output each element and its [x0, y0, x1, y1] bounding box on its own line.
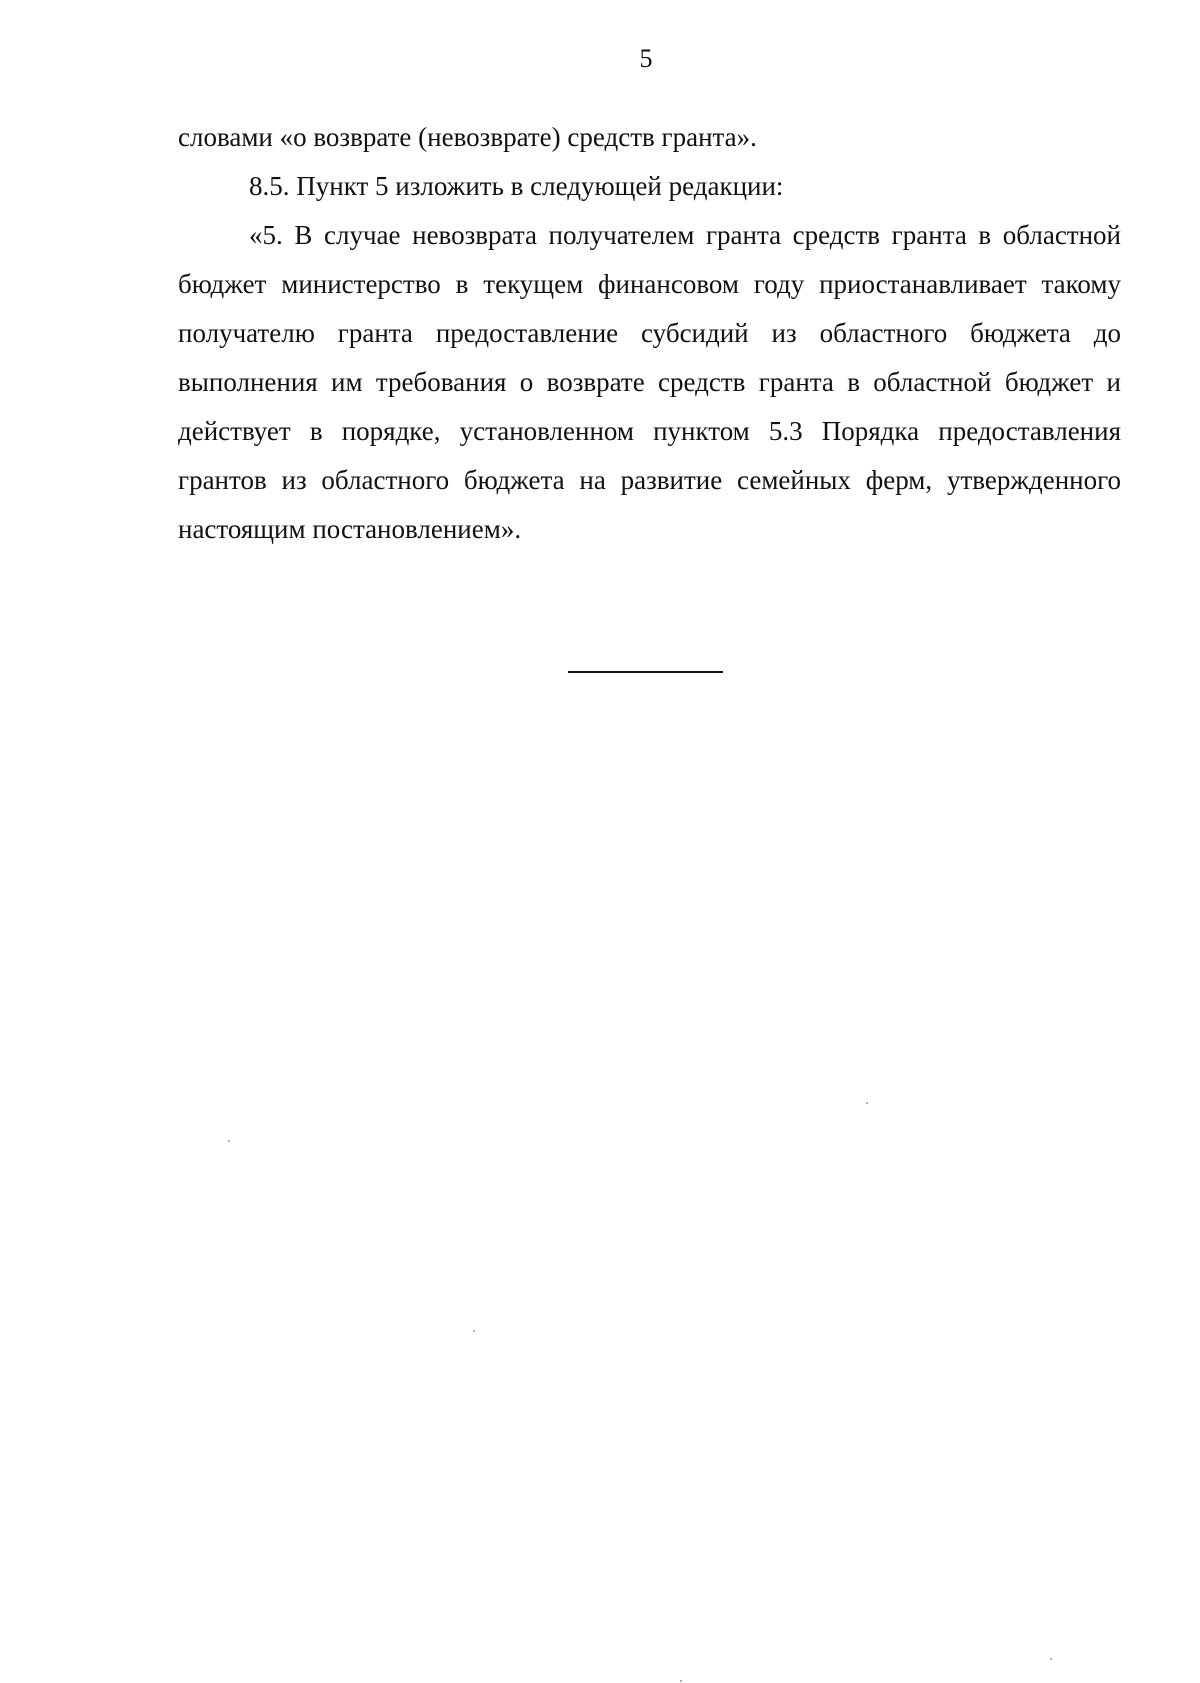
scan-speck: [473, 1330, 475, 1332]
document-body: [178, 113, 1121, 554]
body-line-1: словами «о возврате (невозврате) средств гранта».: [178, 122, 757, 152]
end-separator-line: [568, 671, 723, 673]
scan-speck: [228, 1140, 230, 1142]
scan-speck: [680, 1680, 682, 1682]
body-line-3: «5. В случае невозврата получателем гранта средств гранта в областной: [249, 220, 1121, 250]
body-line-4: бюджет министерство в текущем финансовом году приостанавливает такому: [178, 269, 1121, 299]
body-line-2: 8.5. Пункт 5 изложить в следующей редакции:: [249, 171, 784, 201]
page-number: 5: [639, 44, 653, 73]
scan-speck: [866, 1102, 868, 1104]
body-line-5: получателю гранта предоставление субсидий из областного бюджета до: [178, 318, 1121, 348]
body-line-8: грантов из областного бюджета на развитие семейных ферм, утвержденного: [178, 465, 1121, 495]
body-line-9: настоящим постановлением».: [178, 514, 522, 544]
scan-speck: [1050, 1658, 1052, 1660]
body-line-7: действует в порядке, установленном пунктом 5.3 Порядка предоставления: [178, 416, 1121, 446]
body-line-6: выполнения им требования о возврате средств гранта в областной бюджет и: [178, 367, 1121, 397]
